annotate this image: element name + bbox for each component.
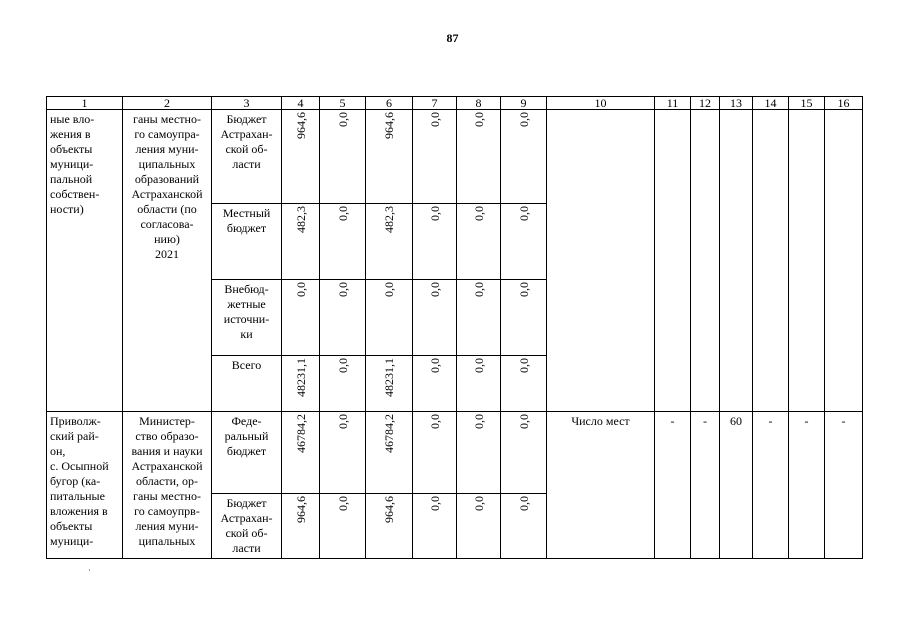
- header-row: [47, 97, 863, 110]
- value-cell: [413, 204, 457, 280]
- header-cell: 4: [282, 97, 320, 110]
- value-cell: [457, 494, 501, 559]
- value-text: 0,0: [427, 358, 442, 373]
- value-cell: [282, 204, 320, 280]
- value-text: 964,6: [382, 496, 396, 523]
- value-text: 0,0: [516, 358, 531, 373]
- value-cell: [413, 356, 457, 412]
- value-text: 0,0: [516, 414, 531, 429]
- header-cell: 10: [547, 97, 655, 110]
- indicator-value-cell: -: [753, 412, 789, 559]
- header-cell: 5: [320, 97, 366, 110]
- empty-cell: [655, 110, 691, 412]
- value-cell: [320, 204, 366, 280]
- value-cell: [366, 494, 413, 559]
- executor-cell: ганы местно- го самоупра- ления муни- ципальных образований Астраханской области (по согласова- нию) 2021: [123, 110, 212, 412]
- indicator-value-cell: 60: [720, 412, 753, 559]
- value-text: 46784,2: [382, 414, 396, 453]
- object-description-cell: Приволж- ский рай- он, с. Осыпной бугор (ка- питальные вложения в объекты муници-: [47, 412, 123, 559]
- header-cell: 6: [366, 97, 413, 110]
- value-text: 482,3: [382, 206, 396, 233]
- header-cell: 15: [789, 97, 825, 110]
- value-text: 0,0: [335, 282, 350, 297]
- value-cell: [457, 356, 501, 412]
- header-cell: 16: [825, 97, 863, 110]
- header-cell: 3: [212, 97, 282, 110]
- value-cell: [457, 110, 501, 204]
- value-cell: [366, 356, 413, 412]
- empty-cell: [825, 110, 863, 412]
- indicator-value-cell: -: [691, 412, 720, 559]
- value-cell: [501, 204, 547, 280]
- value-cell: [501, 412, 547, 494]
- header-cell: 1: [47, 97, 123, 110]
- header-cell: 9: [501, 97, 547, 110]
- value-cell: [366, 110, 413, 204]
- stray-mark: ·: [88, 566, 91, 575]
- funding-source-cell: Внебюд- жетные источни- ки: [212, 280, 282, 356]
- value-text: 0,0: [471, 282, 486, 297]
- value-cell: [320, 110, 366, 204]
- value-cell: [457, 412, 501, 494]
- value-text: 0,0: [335, 206, 350, 221]
- value-cell: [413, 412, 457, 494]
- value-cell: [320, 412, 366, 494]
- value-text: 0,0: [335, 112, 350, 127]
- value-cell: [501, 356, 547, 412]
- value-text: 0,0: [471, 206, 486, 221]
- indicator-value-cell: -: [825, 412, 863, 559]
- value-cell: [457, 280, 501, 356]
- indicator-cell: [547, 110, 655, 412]
- empty-cell: [753, 110, 789, 412]
- value-text: 46784,2: [293, 414, 308, 453]
- value-cell: [320, 494, 366, 559]
- value-text: 0,0: [335, 414, 350, 429]
- value-text: 964,6: [382, 112, 396, 139]
- header-cell: 14: [753, 97, 789, 110]
- funding-source-cell: Местный бюджет: [212, 204, 282, 280]
- value-text: 0,0: [427, 414, 442, 429]
- header-cell: 13: [720, 97, 753, 110]
- value-text: 0,0: [471, 414, 486, 429]
- value-cell: [366, 280, 413, 356]
- value-cell: [282, 110, 320, 204]
- value-cell: [320, 356, 366, 412]
- header-cell: 11: [655, 97, 691, 110]
- value-cell: [457, 204, 501, 280]
- value-text: 48231,1: [293, 358, 308, 397]
- value-text: 0,0: [516, 496, 531, 511]
- value-cell: [282, 494, 320, 559]
- value-cell: [366, 204, 413, 280]
- empty-cell: [720, 110, 753, 412]
- value-cell: [501, 494, 547, 559]
- value-text: 964,6: [293, 112, 308, 139]
- value-text: 0,0: [427, 112, 442, 127]
- value-text: 0,0: [471, 496, 486, 511]
- page-number: 87: [446, 31, 459, 45]
- funding-source-cell: Бюджет Астрахан- ской об- ласти: [212, 110, 282, 204]
- header-cell: 12: [691, 97, 720, 110]
- value-cell: [501, 110, 547, 204]
- table-row: [47, 412, 863, 494]
- value-text: 0,0: [427, 496, 442, 511]
- funding-source-cell: Бюджет Астрахан- ской об- ласти: [212, 494, 282, 559]
- header-cell: 7: [413, 97, 457, 110]
- value-text: 0,0: [293, 282, 308, 297]
- value-text: 0,0: [471, 112, 486, 127]
- value-cell: [413, 280, 457, 356]
- indicator-value-cell: -: [655, 412, 691, 559]
- value-text: 48231,1: [382, 358, 396, 397]
- executor-cell: Министер- ство образо- вания и науки Астраханской области, ор- ганы местно- го самоупрв- ления муни- ципальных: [123, 412, 212, 559]
- value-cell: [366, 412, 413, 494]
- value-cell: [413, 110, 457, 204]
- value-text: 0,0: [427, 282, 442, 297]
- value-text: 0,0: [335, 358, 350, 373]
- value-text: 0,0: [427, 206, 442, 221]
- value-text: 0,0: [382, 282, 396, 297]
- value-cell: [282, 412, 320, 494]
- funding-source-cell: Феде- ральный бюджет: [212, 412, 282, 494]
- value-text: 482,3: [293, 206, 308, 233]
- value-cell: [501, 280, 547, 356]
- value-cell: [413, 494, 457, 559]
- value-text: 0,0: [471, 358, 486, 373]
- value-text: 0,0: [516, 282, 531, 297]
- budget-table: [46, 96, 863, 559]
- empty-cell: [691, 110, 720, 412]
- object-description-cell: ные вло- жения в объекты муници- пальной собствен- ности): [47, 110, 123, 412]
- indicator-value-cell: -: [789, 412, 825, 559]
- value-text: 964,6: [293, 496, 308, 523]
- header-cell: 8: [457, 97, 501, 110]
- table-row: [47, 110, 863, 204]
- indicator-cell: Число мест: [547, 412, 655, 559]
- empty-cell: [789, 110, 825, 412]
- funding-source-cell: Всего: [212, 356, 282, 412]
- value-cell: [282, 280, 320, 356]
- value-text: 0,0: [516, 206, 531, 221]
- value-text: 0,0: [516, 112, 531, 127]
- header-cell: 2: [123, 97, 212, 110]
- value-cell: [320, 280, 366, 356]
- value-text: 0,0: [335, 496, 350, 511]
- value-cell: [282, 356, 320, 412]
